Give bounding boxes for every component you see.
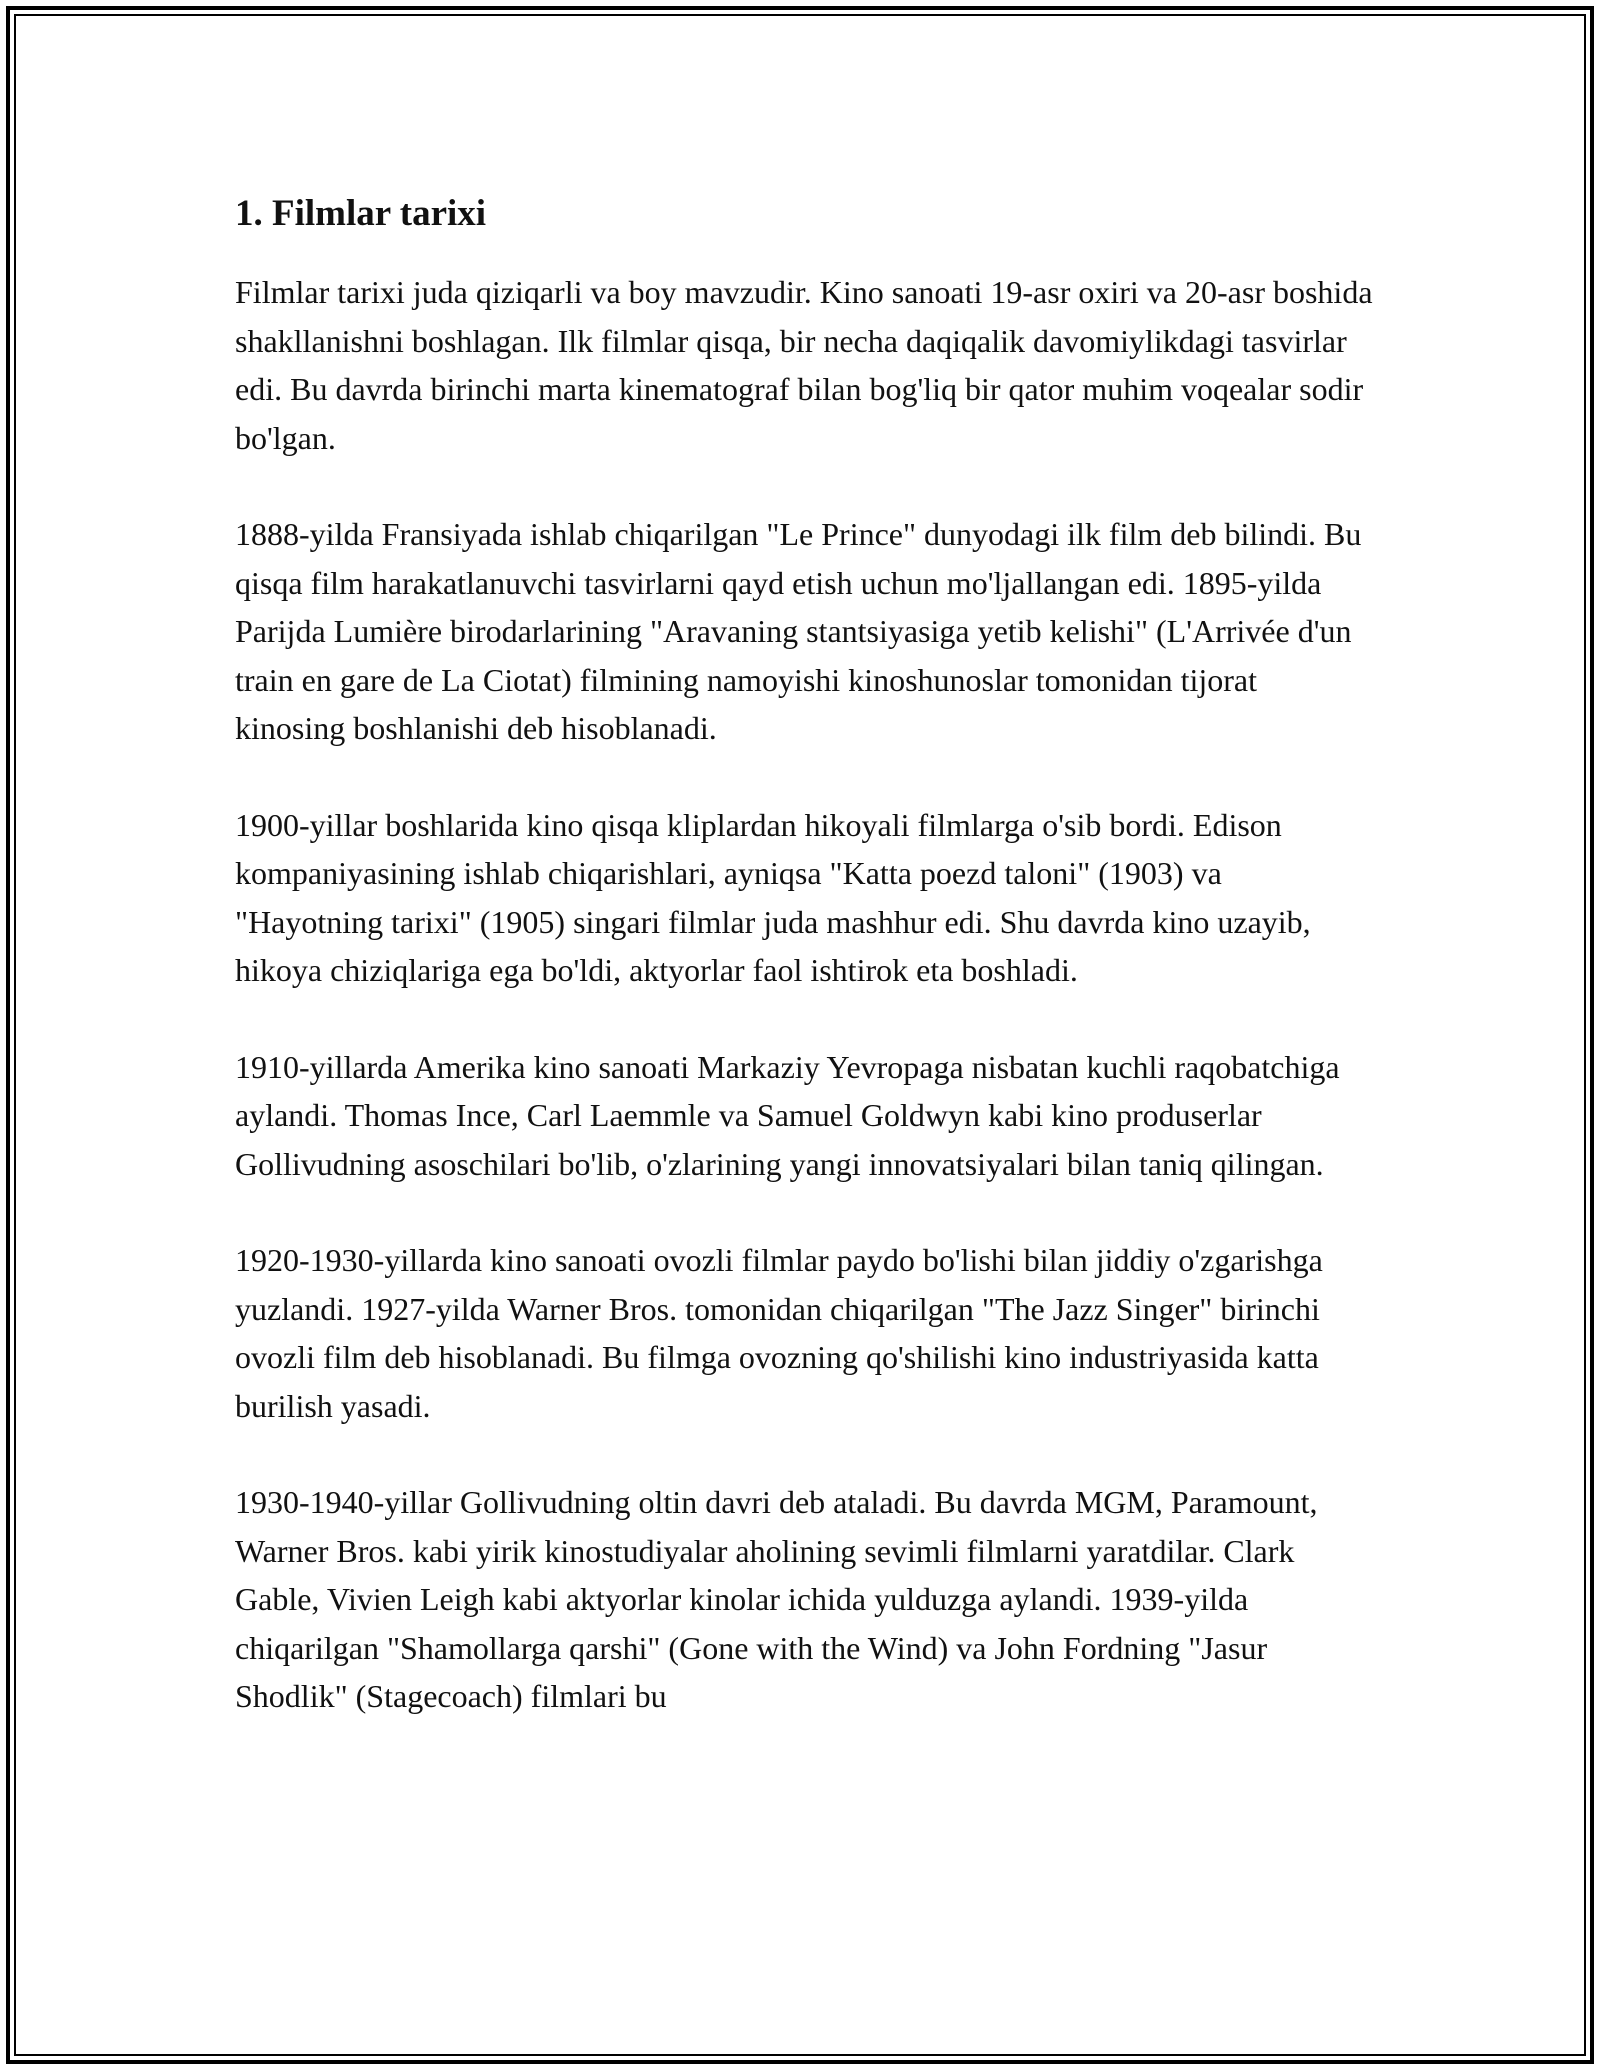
paragraph-5: 1920-1930-yillarda kino sanoati ovozli filmlar paydo bo'lishi bilan jiddiy o'zgarishga yuzlandi. 1927-yilda Warner Bros. tomonidan chiqarilgan "The Jazz Singer" birinchi ovozli film deb hisoblanadi. Bu filmga ovozning qo'shilishi kino industriyasida katta burilish yasadi. <box>235 1242 1323 1424</box>
document-body <box>235 188 1375 1769</box>
paragraph-2: 1888-yilda Fransiyada ishlab chiqarilgan "Le Prince" dunyodagi ilk film deb bilindi. Bu qisqa film harakatlanuvchi tasvirlarni qayd etish uchun mo'ljallangan edi. 1895-yilda Parijda Lumière birodarlarining "Aravaning stantsiyasiga yetib kelishi" (L'Arrivée d'un train en gare de La Ciotat) filmining namoyishi kinoshunoslar tomonidan tijorat kinosing boshlanishi deb hisoblanadi. <box>235 516 1362 746</box>
paragraph-3: 1900-yillar boshlarida kino qisqa kliplardan hikoyali filmlarga o'sib bordi. Edison kompaniyasining ishlab chiqarishlari, ayniqsa "Katta poezd taloni" (1903) va "Hayotning tarixi" (1905) singari filmlar juda mashhur edi. Shu davrda kino uzayib, hikoya chiziqlariga ega bo'ldi, aktyorlar faol ishtirok eta boshladi. <box>235 806 1311 988</box>
paragraph-6: 1930-1940-yillar Gollivudning oltin davri deb ataladi. Bu davrda MGM, Paramount, Warner Bros. kabi yirik kinostudiyalar aholining sevimli filmlarni yaratdilar. Clark Gable, Vivien Leigh kabi aktyorlar kinolar ichida yulduzga aylandi. 1939-yilda chiqarilgan "Shamollarga qarshi" (Gone with the Wind) va John Fordning "Jasur Shodlik" (Stagecoach) filmlari bu <box>235 1484 1318 1714</box>
section-title: 1. Filmlar tarixi <box>235 193 487 234</box>
paragraph-1: Filmlar tarixi juda qiziqarli va boy mavzudir. Kino sanoati 19-asr oxiri va 20-asr boshida shakllanishni boshlagan. Ilk filmlar qisqa, bir necha daqiqalik davomiylikdagi tasvirlar edi. Bu davrda birinchi marta kinematograf bilan bog'liq bir qator muhim voqealar sodir bo'lgan. <box>235 274 1373 456</box>
paragraph-4: 1910-yillarda Amerika kino sanoati Markaziy Yevropaga nisbatan kuchli raqobatchiga aylandi. Thomas Ince, Carl Laemmle va Samuel Goldwyn kabi kino produserlar Gollivudning asoschilari bo'lib, o'zlarining yangi innovatsiyalari bilan taniq qilingan. <box>235 1048 1340 1182</box>
